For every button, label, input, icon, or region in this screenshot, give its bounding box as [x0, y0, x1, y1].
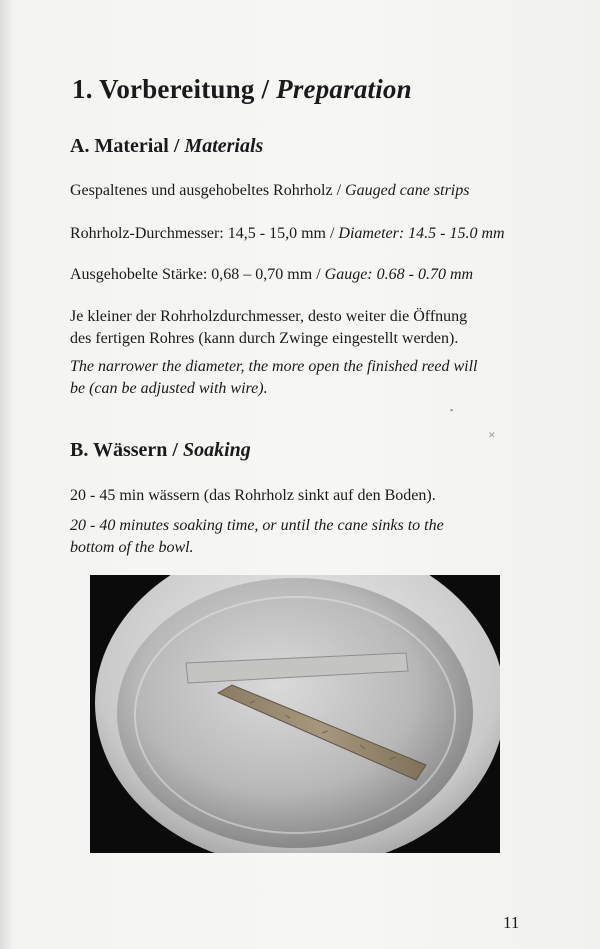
section-material-english: Materials: [184, 135, 264, 157]
page-title: [72, 74, 412, 105]
section-title-soaking: [70, 439, 251, 462]
note-german-line-1: Je kleiner der Rohrholzdurchmesser, desto weiter die Öffnung: [70, 308, 468, 325]
print-speck: ✕: [488, 430, 496, 440]
material-line-cane-english: Gauged cane strips: [345, 182, 470, 199]
page-number: 11: [503, 913, 520, 932]
material-line-cane: [70, 180, 469, 202]
soaking-english-line-1: 20 - 40 minutes soaking time, or until the cane sinks to the: [70, 517, 444, 534]
note-german-line-2: des fertigen Rohres (kann durch Zwinge eingestellt werden).: [70, 330, 459, 347]
material-line-gauge: [70, 264, 473, 286]
material-line-cane-german: Gespaltenes und ausgehobeltes Rohrholz /: [70, 182, 346, 199]
material-note-german: [70, 306, 467, 350]
material-line-diameter-english: Diameter: 14.5 - 15.0 mm: [338, 225, 505, 242]
title-english: Preparation: [276, 74, 412, 104]
print-speck: ▪: [450, 405, 454, 415]
soaking-bowl-photo: [90, 575, 500, 853]
section-material-german: A. Material /: [70, 135, 185, 157]
soaking-english-line-2: bottom of the bowl.: [70, 539, 194, 556]
material-note-english: [70, 356, 478, 400]
material-line-diameter: [70, 223, 505, 245]
bowl-illustration: [90, 575, 500, 853]
section-soaking-german: B. Wässern /: [70, 439, 183, 461]
section-soaking-english: Soaking: [182, 439, 251, 461]
soaking-line-english: [70, 515, 444, 559]
material-line-gauge-german: Ausgehobelte Stärke: 0,68 – 0,70 mm /: [70, 266, 325, 283]
material-line-diameter-german: Rohrholz-Durchmesser: 14,5 - 15,0 mm /: [70, 225, 339, 242]
title-german: 1. Vorbereitung /: [72, 74, 277, 104]
note-english-line-1: The narrower the diameter, the more open the finished reed will: [70, 358, 478, 375]
note-english-line-2: be (can be adjusted with wire).: [70, 380, 268, 397]
soaking-line-german: [70, 485, 436, 507]
soaking-german-text: 20 - 45 min wässern (das Rohrholz sinkt auf den Boden).: [70, 487, 436, 504]
material-line-gauge-english: Gauge: 0.68 - 0.70 mm: [324, 266, 474, 283]
section-title-material: [70, 135, 263, 158]
